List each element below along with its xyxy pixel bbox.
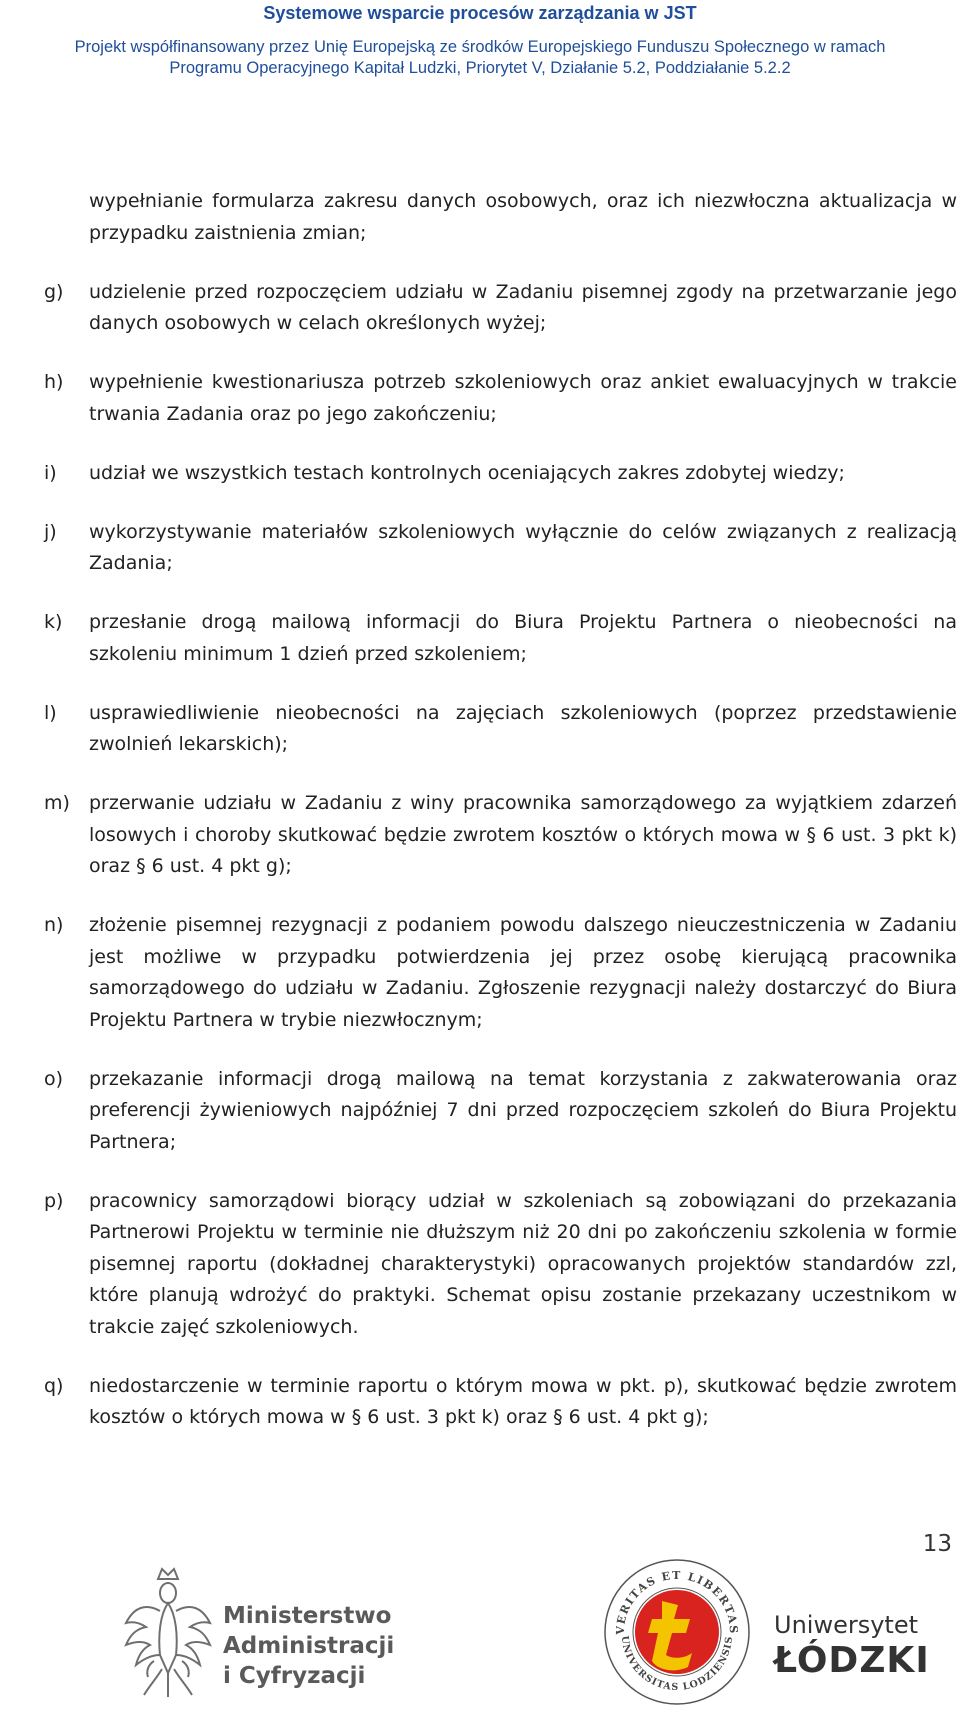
list-item-k [44,607,957,670]
list-item-label: g) [44,280,64,303]
list-item-text: wypełnienie kwestionariusza potrzeb szkoleniowych oraz ankiet ewaluacyjnych w trakcie trwania Zadania oraz po jego zakończeniu; [89,371,957,425]
list-item-label: i) [44,461,57,484]
list-item-text: niedostarczenie w terminie raportu o którym mowa w pkt. p), skutkować będzie zwrotem kosztów o których mowa w § 6 ust. 3 pkt k) oraz § 6 ust. 4 pkt g); [89,1374,957,1428]
list-item-text: wypełnianie formularza zakresu danych osobowych, oraz ich niezwłoczna aktualizacja w przypadku zaistnienia zmian; [89,190,957,244]
list-item-text: przesłanie drogą mailową informacji do Biura Projektu Partnera o nieobecności na szkoleniu minimum 1 dzień przed szkoleniem; [89,611,957,665]
university-seal-icon [600,1555,754,1709]
list-item-text: przerwanie udziału w Zadaniu z winy pracownika samorządowego za wyjątkiem zdarzeń losowych i choroby skutkować będzie zwrotem kosztów o których mowa w § 6 ust. 3 pkt k) oraz § 6 ust. 4 pkt g); [89,792,957,877]
list-item-label: n) [44,914,64,936]
list-item-text: przekazanie informacji drogą mailową na temat korzystania z zakwaterowania oraz preferencji żywieniowych najpóźniej 7 dni przed rozpoczęciem szkoleń do Biura Projektu Partnera; [89,1067,957,1153]
list-item-text: wykorzystywanie materiałów szkoleniowych wyłącznie do celów związanych z realizacją Zadania; [89,520,957,574]
header-title: Systemowe wsparcie procesów zarządzania w JST [263,3,697,23]
list-item-p [44,1186,957,1344]
ministry-logo-text: Ministerstwo Administracji i Cyfryzacji [223,1603,395,1689]
list-item-h [44,367,957,430]
page-number: 13 [922,1531,952,1557]
list-item-q [44,1371,957,1434]
list-item-l [44,698,957,761]
list-item-label: o) [44,1067,64,1090]
list-item-g [44,277,957,340]
list-item-text: udział we wszystkich testach kontrolnych oceniających zakres zdobytej wiedzy; [89,461,845,484]
header-funding-line-2: Programu Operacyjnego Kapitał Ludzki, Priorytet V, Działanie 5.2, Poddziałanie 5.2.2 [169,59,791,77]
svg-text:VERITAS ET LIBERTAS: VERITAS ET LIBERTAS [613,1568,741,1635]
polish-eagle-emblem-icon [120,1565,216,1705]
list-item-i [44,458,957,490]
list-item-m [44,788,957,883]
university-logo-text: Uniwersytet ŁÓDZKI [774,1611,930,1681]
list-item-label: h) [44,371,64,393]
footer-logos [0,1555,960,1709]
list-item-label: m) [44,792,70,814]
document-body [44,186,957,1434]
list-item-continuation [44,186,957,249]
list-item-n [44,910,957,1036]
list-item-label: j) [44,520,57,543]
list-item-text: udzielenie przed rozpoczęciem udziału w Zadaniu pisemnej zgody na przetwarzanie jego danych osobowych w celach określonych wyżej; [89,280,957,334]
list-item-label: k) [44,611,63,633]
list-item-label: p) [44,1189,64,1212]
list-item-label: l) [44,701,57,724]
list-item-j [44,517,957,580]
list-item-text: usprawiedliwienie nieobecności na zajęciach szkoleniowych (poprzez przedstawienie zwolnień lekarskich); [89,701,957,755]
svg-text:UNIVERSITAS LODZIENSIS: UNIVERSITAS LODZIENSIS [618,1635,736,1694]
list-item-o [44,1064,957,1159]
list-item-label: q) [44,1374,64,1397]
list-item-text: pracownicy samorządowi biorący udział w szkoleniach są zobowiązani do przekazania Partnerowi Projektu w terminie nie dłuższym niż 20 dni po zakończeniu szkolenia w formie pisemnej raportu (dokładnej charakterystyki) opracowanych projektów standardów zzl, które planują wdrożyć do praktyki. Schemat opisu zostanie przekazany uczestnikom w trakcie zajęć szkoleniowych. [89,1189,957,1338]
list-item-text: złożenie pisemnej rezygnacji z podaniem powodu dalszego nieuczestniczenia w Zadaniu jest możliwe w przypadku potwierdzenia jej przez osobę kierującą pracownika samorządowego do udziału w Zadaniu. Zgłoszenie rezygnacji należy dostarczyć do Biura Projektu Partnera w trybie niezwłocznym; [89,914,957,1031]
header-funding-line-1: Projekt współfinansowany przez Unię Europejską ze środków Europejskiego Funduszu Społecznego w ramach [74,38,886,56]
